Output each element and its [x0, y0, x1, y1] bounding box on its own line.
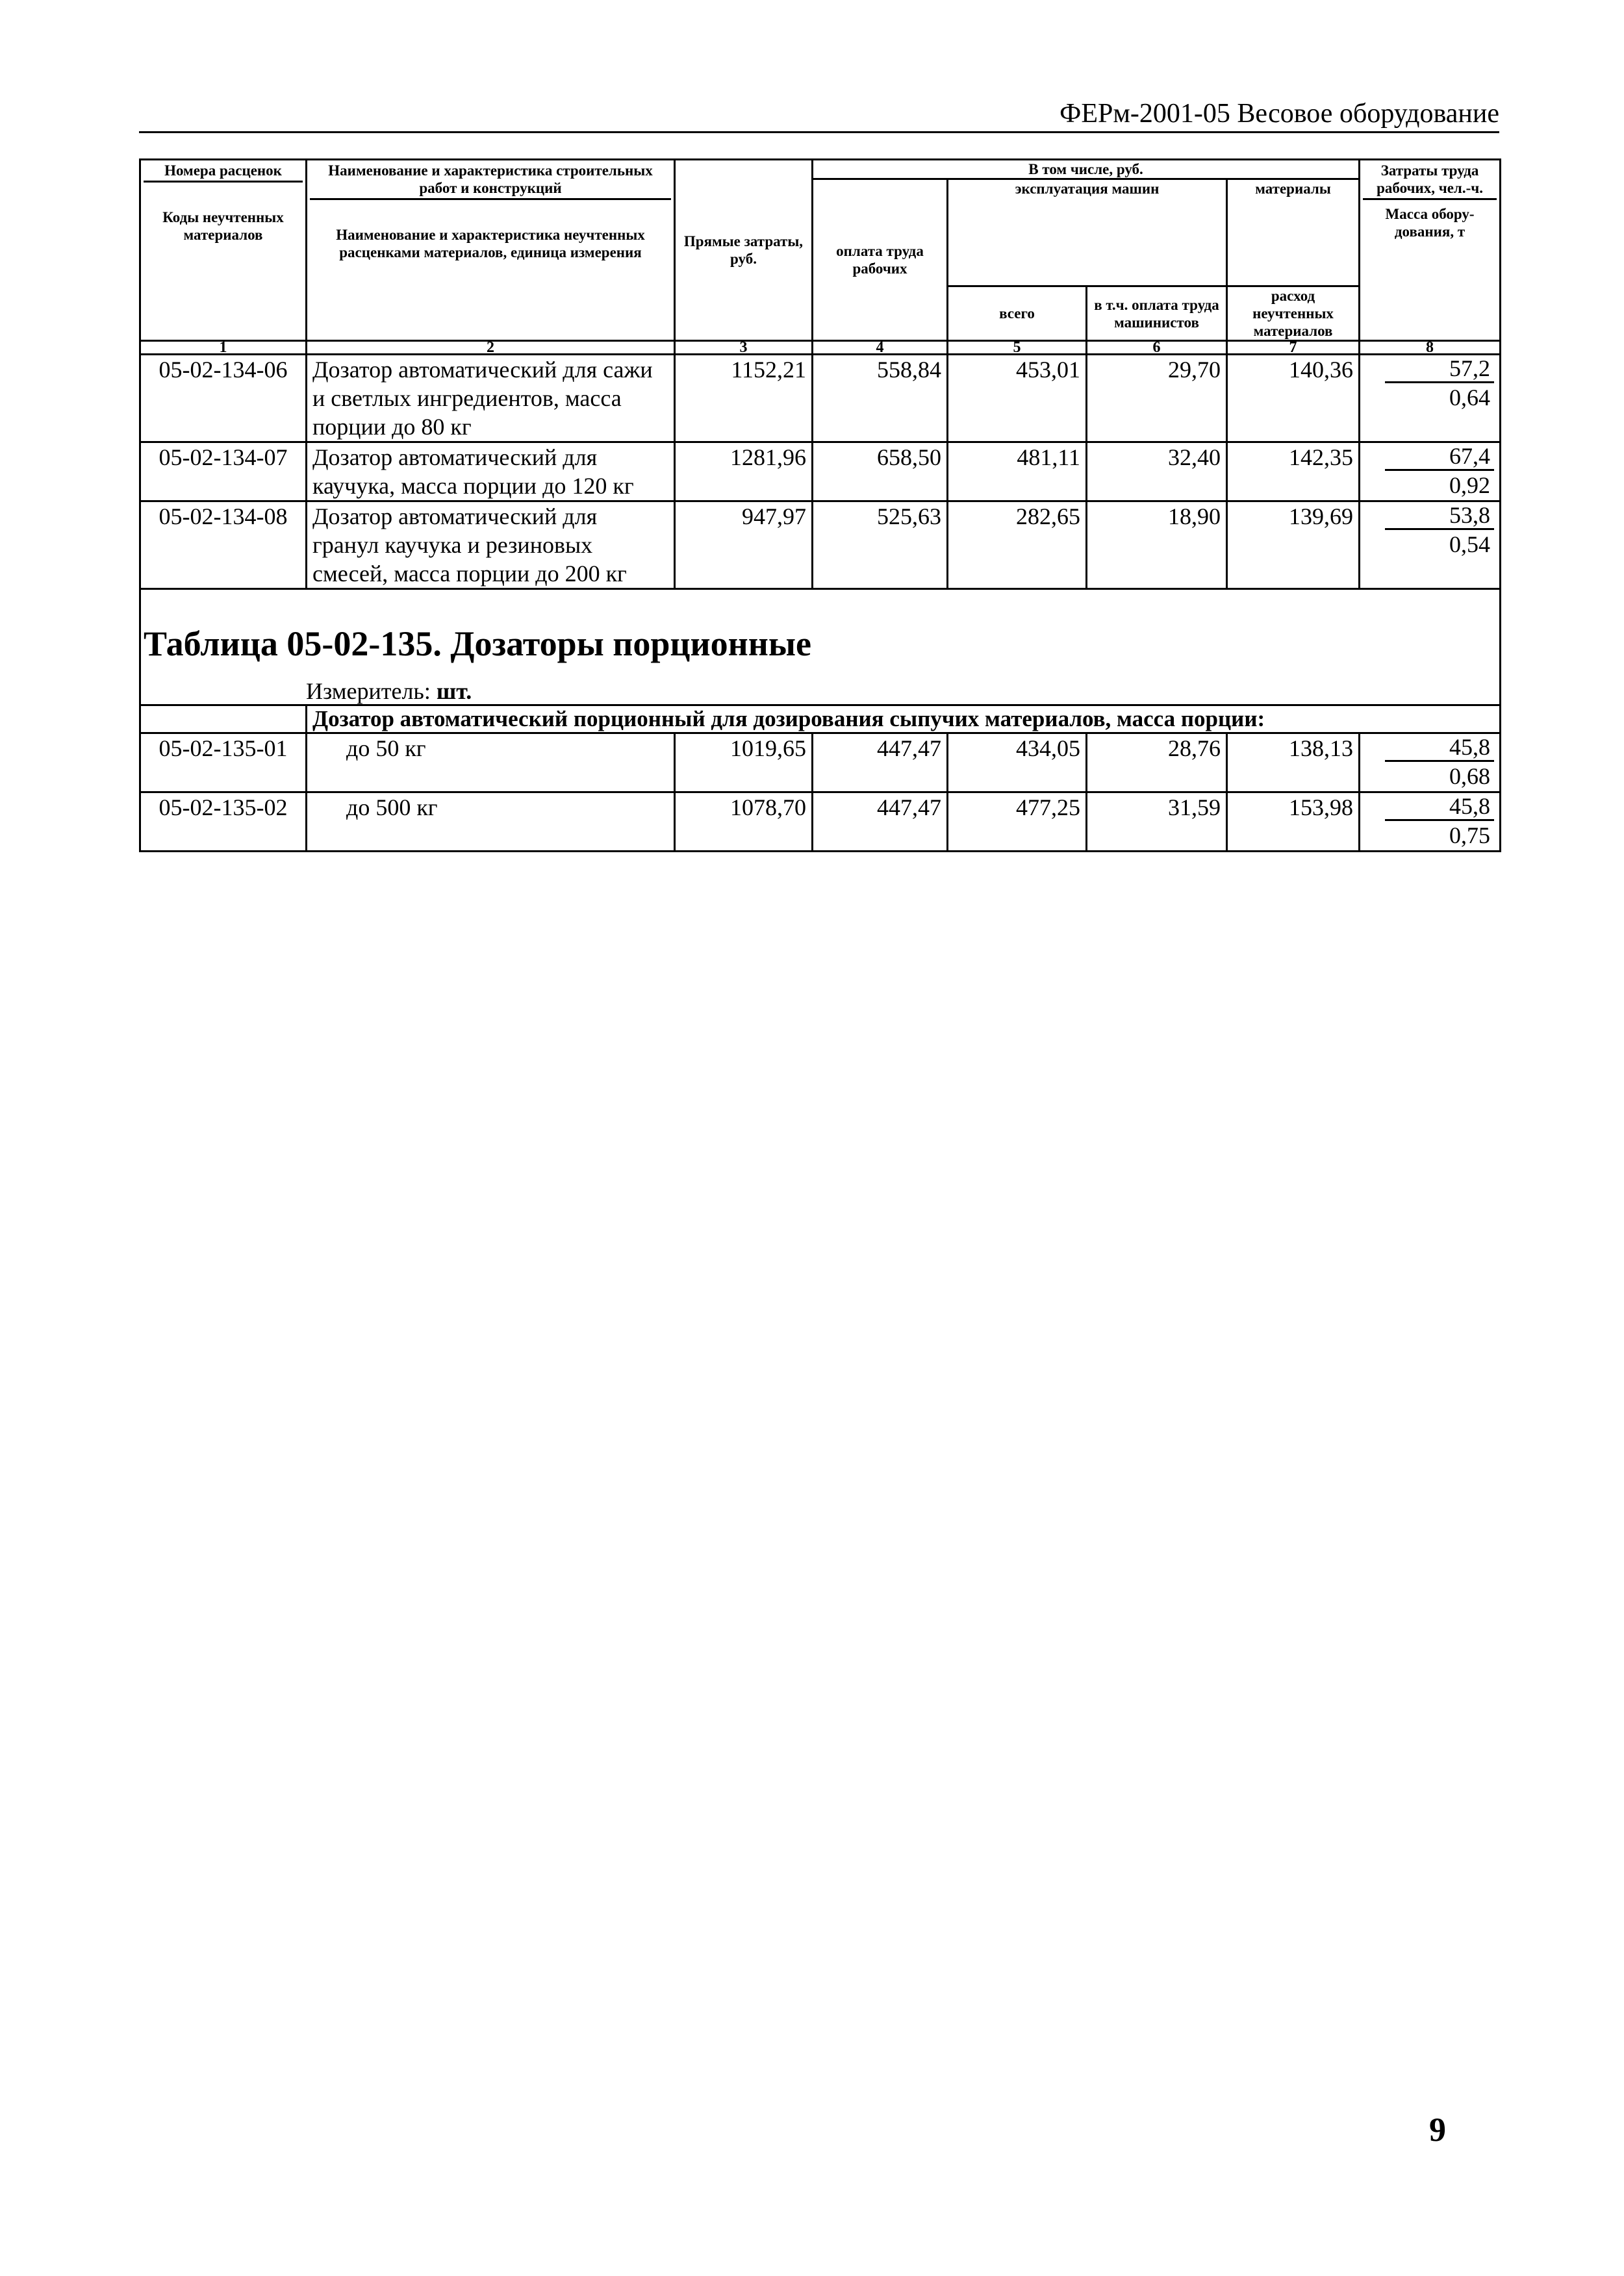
divider [310, 198, 671, 200]
header-col6: в т.ч. оплата труда машинистов [1087, 286, 1227, 341]
machine-labor: 31,59 [1087, 792, 1227, 852]
labor-cost: 558,84 [813, 355, 948, 442]
machine-total: 434,05 [948, 733, 1087, 792]
header-col2-top: Наименование и характеристика строительных работ и конструкций [328, 162, 653, 196]
labor-mass-fraction [1360, 355, 1501, 442]
materials-cost: 140,36 [1227, 355, 1360, 442]
measure-unit: шт. [436, 678, 472, 704]
rate-code: 05-02-135-01 [140, 733, 307, 792]
table-row [140, 501, 1501, 589]
section-cell [140, 589, 1501, 705]
column-number: 7 [1227, 341, 1360, 355]
labor-mass-fraction [1360, 501, 1501, 589]
labor-cost: 658,50 [813, 442, 948, 501]
rate-description: Дозатор автоматический для гранул каучука и резиновых смесей, масса порции до 200 кг [307, 501, 675, 589]
labor-hours: 67,4 [1385, 443, 1494, 471]
machine-total: 453,01 [948, 355, 1087, 442]
column-number: 8 [1360, 341, 1501, 355]
labor-hours: 53,8 [1385, 502, 1494, 530]
equipment-mass: 0,54 [1449, 531, 1491, 557]
rate-code: 05-02-134-06 [140, 355, 307, 442]
labor-mass-fraction [1360, 442, 1501, 501]
labor-cost: 525,63 [813, 501, 948, 589]
rate-description: до 500 кг [307, 792, 675, 852]
running-header: ФЕРм-2001-05 Весовое оборудование [139, 97, 1499, 133]
materials-cost: 153,98 [1227, 792, 1360, 852]
divider [1363, 198, 1497, 200]
labor-hours: 45,8 [1385, 793, 1494, 821]
labor-mass-fraction [1360, 792, 1501, 852]
column-number: 5 [948, 341, 1087, 355]
measure-line [306, 678, 1499, 704]
direct-cost: 947,97 [675, 501, 813, 589]
header-col5: всего [948, 286, 1087, 341]
machine-total: 282,65 [948, 501, 1087, 589]
column-number: 2 [307, 341, 675, 355]
header-col4: оплата труда рабочих [813, 179, 948, 341]
rate-code: 05-02-134-08 [140, 501, 307, 589]
table-title: Таблица 05-02-135. Дозаторы порционные [144, 624, 812, 663]
header-col1-top: Номера расценок [164, 162, 282, 179]
header-col8-top: Затраты труда рабочих, чел.-ч. [1377, 162, 1483, 196]
table-row [140, 355, 1501, 442]
header-col8-bottom: Масса обору-дования, т [1385, 206, 1475, 240]
direct-cost: 1152,21 [675, 355, 813, 442]
rate-description: до 50 кг [307, 733, 675, 792]
table-row [140, 442, 1501, 501]
materials-cost: 142,35 [1227, 442, 1360, 501]
equipment-mass: 0,64 [1449, 385, 1491, 411]
labor-hours: 45,8 [1385, 734, 1494, 762]
labor-mass-fraction [1360, 733, 1501, 792]
machine-total: 481,11 [948, 442, 1087, 501]
column-number: 6 [1087, 341, 1227, 355]
table-row [140, 792, 1501, 852]
rate-code: 05-02-134-07 [140, 442, 307, 501]
equipment-mass: 0,68 [1449, 763, 1491, 789]
group-blank [140, 705, 307, 733]
rate-description: Дозатор автоматический для сажи и светлых ингредиентов, масса порции до 80 кг [307, 355, 675, 442]
rate-code: 05-02-135-02 [140, 792, 307, 852]
labor-cost: 447,47 [813, 733, 948, 792]
header-col2 [307, 160, 675, 341]
header-col7: расход неучтенных материалов [1227, 286, 1360, 341]
column-number: 1 [140, 341, 307, 355]
divider [144, 181, 303, 183]
group-row [140, 705, 1501, 733]
machine-labor: 32,40 [1087, 442, 1227, 501]
table-row [140, 733, 1501, 792]
column-number: 4 [813, 341, 948, 355]
column-number: 3 [675, 341, 813, 355]
materials-cost: 139,69 [1227, 501, 1360, 589]
page-number: 9 [1429, 2112, 1446, 2149]
header-machines: эксплуатация машин [948, 179, 1227, 286]
header-materials: материалы [1227, 179, 1360, 286]
header-col2-bottom: Наименование и характеристика неучтенных расценками материалов, единица измерения [336, 227, 645, 260]
rate-description: Дозатор автоматический для каучука, масса порции до 120 кг [307, 442, 675, 501]
direct-cost: 1078,70 [675, 792, 813, 852]
header-col1-bottom: Коды неучтенных материалов [162, 209, 284, 243]
header-col3: Прямые затраты, руб. [675, 160, 813, 341]
header-row-1 [140, 160, 1501, 179]
direct-cost: 1281,96 [675, 442, 813, 501]
equipment-mass: 0,92 [1449, 472, 1491, 498]
machine-labor: 28,76 [1087, 733, 1227, 792]
direct-cost: 1019,65 [675, 733, 813, 792]
header-col8 [1360, 160, 1501, 341]
norms-table [139, 158, 1501, 852]
column-number-row [140, 341, 1501, 355]
measure-label: Измеритель: [306, 678, 431, 704]
machine-total: 477,25 [948, 792, 1087, 852]
equipment-mass: 0,75 [1449, 822, 1491, 848]
machine-labor: 29,70 [1087, 355, 1227, 442]
labor-hours: 57,2 [1385, 355, 1494, 383]
materials-cost: 138,13 [1227, 733, 1360, 792]
machine-labor: 18,90 [1087, 501, 1227, 589]
section-row [140, 589, 1501, 705]
labor-cost: 447,47 [813, 792, 948, 852]
group-title: Дозатор автоматический порционный для дозирования сыпучих материалов, масса порции: [307, 705, 1501, 733]
header-col1 [140, 160, 307, 341]
header-incl: В том числе, руб. [813, 160, 1360, 179]
